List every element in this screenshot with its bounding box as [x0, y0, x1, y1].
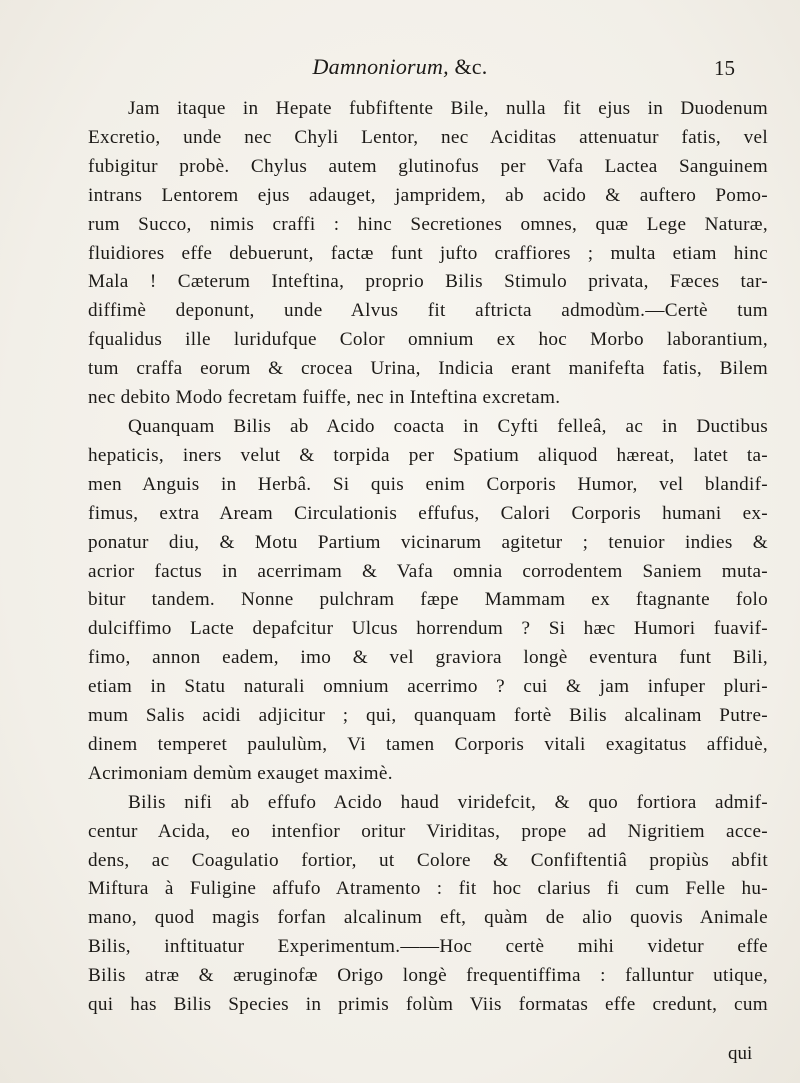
- text-line: mano, quod magis forfan alcalinum eft, quàm de alio quovis Animale: [88, 907, 768, 929]
- paragraph-3: [88, 789, 768, 1020]
- text-line: fubigitur probè. Chylus autem glutinofus per Vafa Lactea Sanguinem: [88, 155, 768, 177]
- text-line: men Anguis in Herbâ. Si quis enim Corporis Humor, vel blandif-: [88, 473, 768, 495]
- text-line: dulciffimo Lacte depafcitur Ulcus horrendum ? Si hæc Humori fuavif-: [88, 618, 768, 640]
- text-line: intrans Lentorem ejus adauget, jampridem, ab acido & auftero Pomo-: [88, 184, 768, 206]
- page-number: 15: [714, 56, 735, 80]
- text-line: tum craffa eorum & crocea Urina, Indicia erant manifefta fatis, Bilem: [88, 358, 768, 380]
- text-line: centur Acida, eo intenfior oritur Viriditas, prope ad Nigritiem acce-: [88, 820, 768, 842]
- paragraph-1: [88, 95, 768, 413]
- text-line: Jam itaque in Hepate fubfiftente Bile, nulla fit ejus in Duodenum: [128, 98, 768, 119]
- running-title-rest: &c.: [454, 54, 488, 79]
- text-line: acrior factus in acerrimam & Vafa omnia corrodentem Saniem muta-: [88, 560, 768, 582]
- text-line: Acrimoniam demùm exauget maximè.: [88, 762, 393, 784]
- text-line: fimus, extra Aream Circulationis effufus, Calori Corporis humani ex-: [88, 502, 768, 524]
- text-line: hepaticis, iners velut & torpida per Spatium aliquod hæreat, latet ta-: [88, 444, 768, 466]
- text-line: mum Salis acidi adjicitur ; qui, quanquam fortè Bilis alcalinam Putre-: [88, 705, 768, 727]
- text-line: bitur tandem. Nonne pulchram fæpe Mammam ex ftagnante folo: [88, 589, 768, 611]
- text-line: fqualidus ille luridufque Color omnium ex hoc Morbo laborantium,: [88, 329, 768, 351]
- text-line: fimo, annon eadem, imo & vel graviora longè eventura funt Bili,: [88, 647, 768, 669]
- text-line: Bilis, inftituatur Experimentum.——Hoc certè mihi videtur effe: [88, 936, 768, 958]
- text-line: Bilis atræ & æruginofæ Origo longè frequentiffima : falluntur utique,: [88, 965, 768, 987]
- text-line: etiam in Statu naturali omnium acerrimo ? cui & jam infuper pluri-: [88, 676, 768, 698]
- text-line: Mala ! Cæterum Inteftina, proprio Bilis Stimulo privata, Fæces tar-: [88, 271, 768, 293]
- text-line: rum Succo, nimis craffi : hinc Secretiones omnes, quæ Lege Naturæ,: [88, 213, 768, 235]
- text-line: Quanquam Bilis ab Acido coacta in Cyfti felleâ, ac in Ductibus: [128, 415, 768, 437]
- text-line: Bilis nifi ab effufo Acido haud viridefcit, & quo fortiora admif-: [128, 791, 768, 813]
- text-line: fluidiores effe debuerunt, factæ funt jufto craffiores ; multa etiam hinc: [88, 242, 768, 264]
- text-line: ponatur diu, & Motu Partium vicinarum agitetur ; tenuior indies &: [88, 531, 768, 553]
- text-line: qui has Bilis Species in primis folùm Viis formatas effe credunt, cum: [88, 994, 768, 1016]
- running-title: Damnoniorum,: [312, 54, 449, 79]
- body-text: [88, 95, 768, 1020]
- catchword: qui: [728, 1043, 753, 1064]
- paragraph-2: [88, 413, 768, 789]
- text-line: dens, ac Coagulatio fortior, ut Colore & Confiftentiâ propiùs abfit: [88, 849, 768, 871]
- text-line: Excretio, unde nec Chyli Lentor, nec Aciditas attenuatur fatis, vel: [88, 126, 768, 148]
- running-head: [0, 54, 800, 80]
- text-line: nec debito Modo fecretam fuiffe, nec in Inteftina excretam.: [88, 387, 561, 409]
- text-line: Miftura à Fuligine affufo Atramento : fit hoc clarius fi cum Felle hu-: [88, 878, 768, 900]
- text-line: dinem temperet paululùm, Vi tamen Corporis vitali exagitatus affiduè,: [88, 733, 768, 755]
- text-line: diffimè deponunt, unde Alvus fit aftricta admodùm.—Certè tum: [88, 300, 768, 322]
